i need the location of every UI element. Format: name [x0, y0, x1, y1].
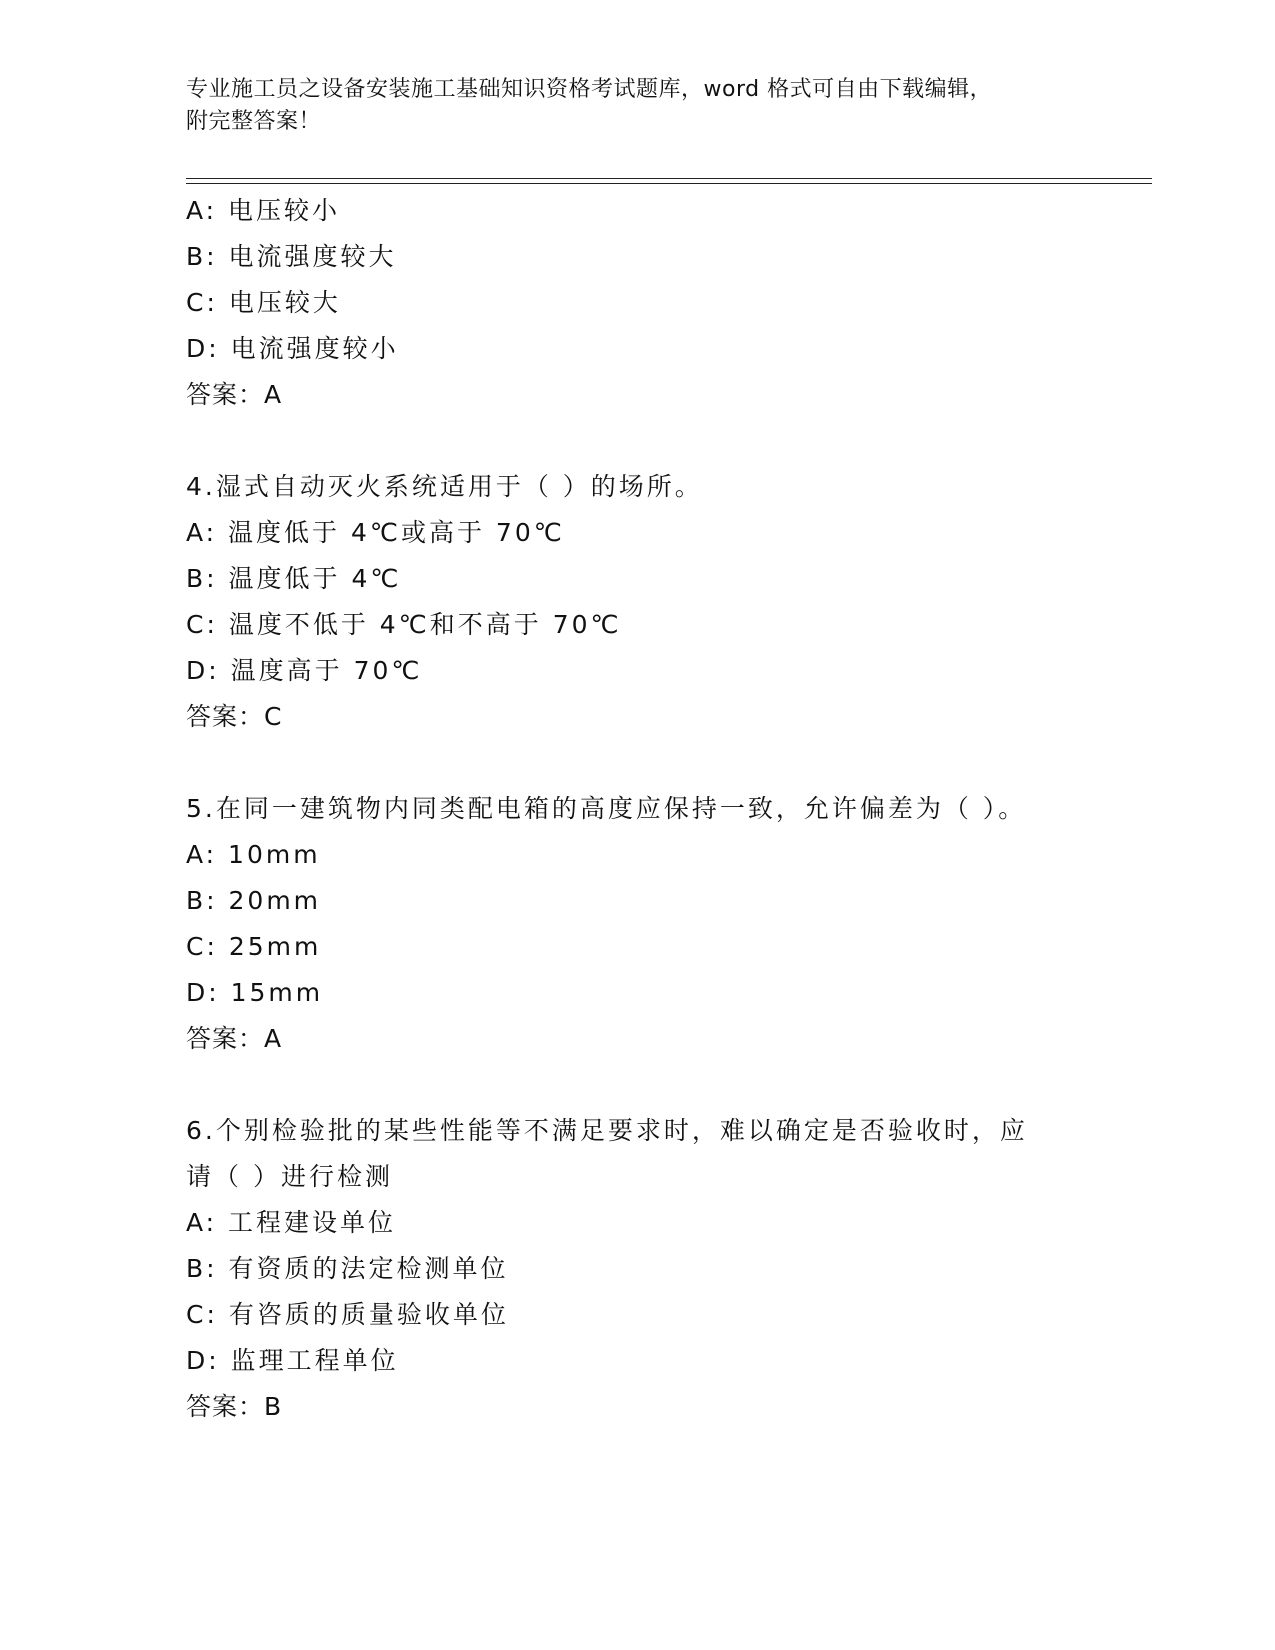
option-d: D: 15mm: [186, 978, 324, 1007]
question-text-line-2: 请（ ）进行检测: [186, 1162, 393, 1191]
question-3-partial: [186, 188, 1152, 418]
option-d: D: 监理工程单位: [186, 1346, 399, 1375]
question-text: 4.湿式自动灭火系统适用于（ ）的场所。: [186, 472, 703, 501]
answer: 答案：B: [186, 1392, 283, 1421]
option-a: A: 电压较小: [186, 196, 341, 225]
option-c: C: 有咨质的质量验收单位: [186, 1300, 509, 1329]
option-c: C: 电压较大: [186, 288, 341, 317]
header-rule-top: [186, 178, 1152, 179]
question-5: [186, 786, 1152, 1062]
option-a: A: 10mm: [186, 840, 321, 869]
option-b: B: 20mm: [186, 886, 322, 915]
document-header: [186, 74, 1066, 138]
option-d: D: 电流强度较小: [186, 334, 399, 363]
option-a: A: 温度低于 4℃或高于 70℃: [186, 518, 565, 547]
header-rule-bottom: [186, 183, 1152, 184]
answer: 答案：C: [186, 702, 283, 731]
option-c: C: 25mm: [186, 932, 322, 961]
header-line-2: 附完整答案！: [186, 109, 322, 134]
header-line-1: 专业施工员之设备安装施工基础知识资格考试题库，word 格式可自由下载编辑，: [186, 77, 993, 102]
question-4: [186, 464, 1152, 740]
option-c: C: 温度不低于 4℃和不高于 70℃: [186, 610, 622, 639]
answer: 答案：A: [186, 1024, 283, 1053]
option-a: A: 工程建设单位: [186, 1208, 397, 1237]
question-6: [186, 1108, 1152, 1430]
option-b: B: 电流强度较大: [186, 242, 397, 271]
question-text: 5.在同一建筑物内同类配电箱的高度应保持一致，允许偏差为（ ）。: [186, 794, 1027, 823]
question-text-line-1: 6.个别检验批的某些性能等不满足要求时，难以确定是否验收时，应: [186, 1116, 1028, 1145]
option-b: B: 温度低于 4℃: [186, 564, 402, 593]
option-d: D: 温度高于 70℃: [186, 656, 423, 685]
answer: 答案：A: [186, 380, 283, 409]
question-list: [186, 188, 1152, 1476]
option-b: B: 有资质的法定检测单位: [186, 1254, 509, 1283]
